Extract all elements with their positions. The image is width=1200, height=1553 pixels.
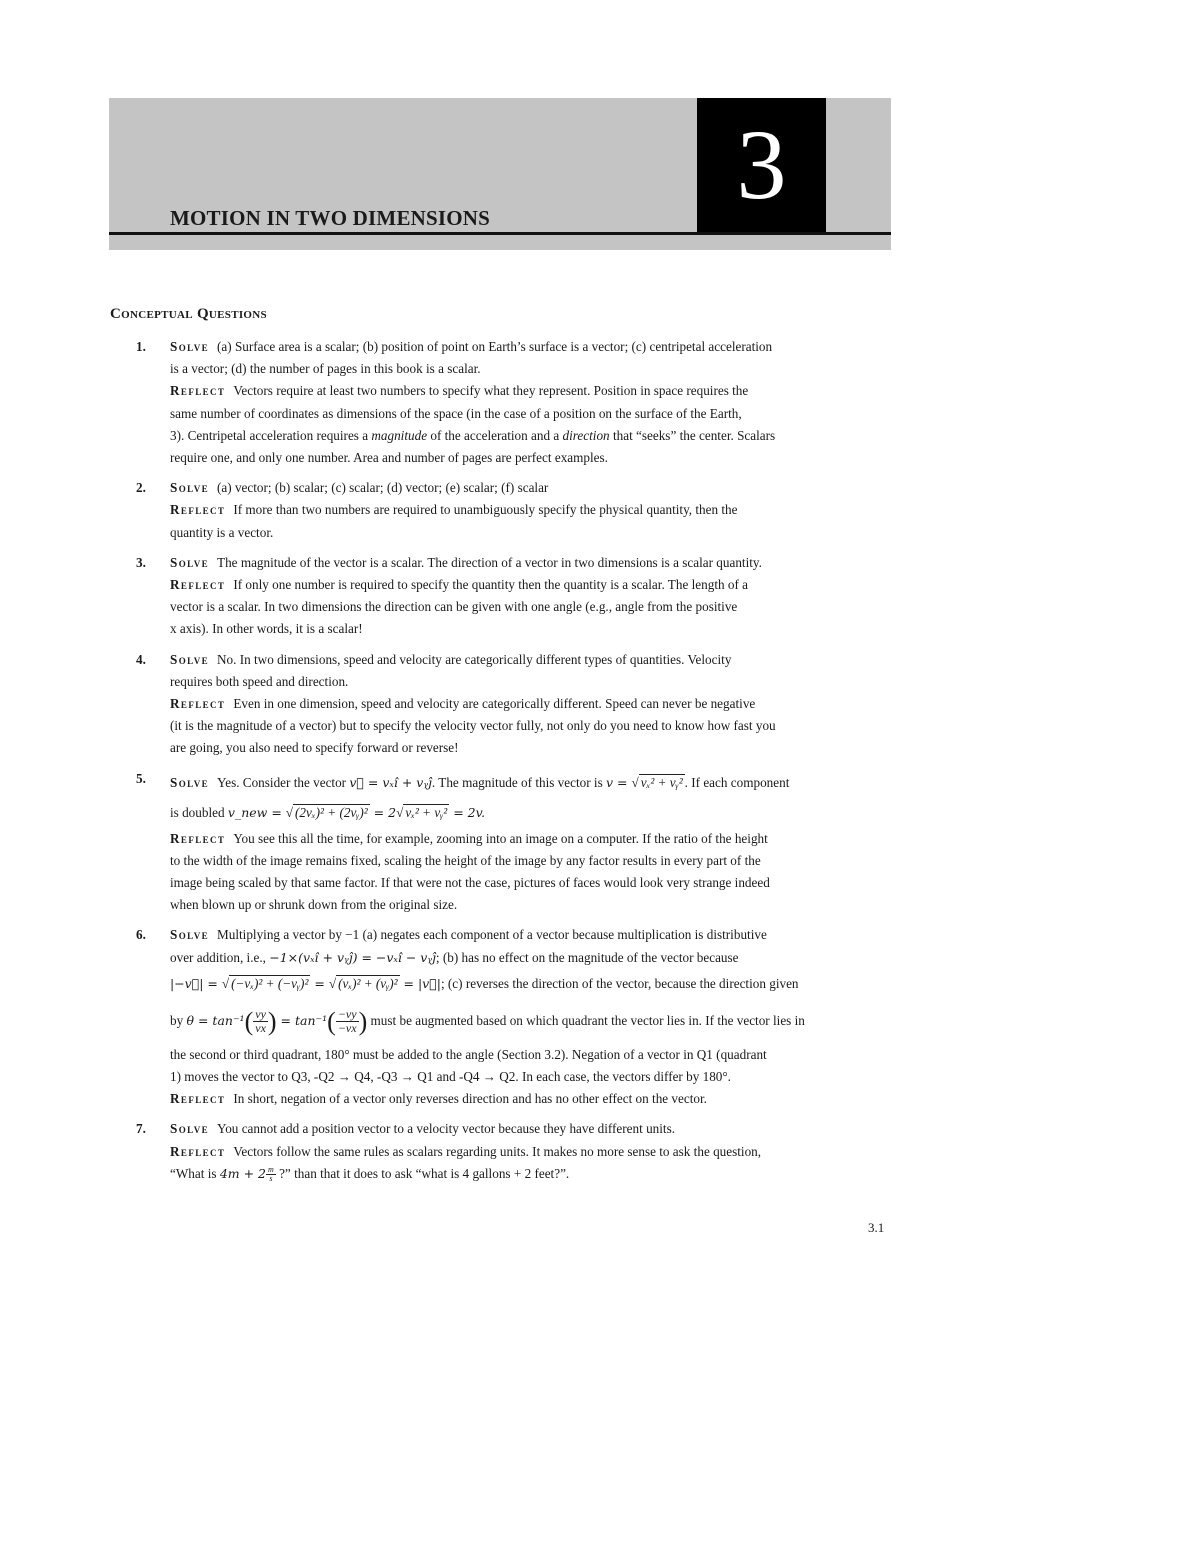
solve-label: Solve [170,1121,210,1137]
solve-line: |−v⃗| = √ (−vₓ)² + (−vᵧ)² = √ (vₓ)² + (vᵧ)² = |v⃗|; (c) reverses the direction of the vector, because the direction given [170,975,799,991]
fraction: $\frac{vy}{vx}$ [255,1007,266,1036]
reflect-line: same number of coordinates as dimensions of the space (in the case of a position on the surface of the Earth, [170,405,742,421]
solve-label: Solve [170,554,210,570]
reflect-label: Reflect [170,696,226,712]
question-2 [136,477,888,544]
question-number: 3. [136,554,146,570]
reflect-label: Reflect [170,1091,226,1107]
reflect-line: image being scaled by that same factor. If that were not the case, pictures of faces would look very strange indeed [170,875,770,891]
solve-label: Solve [170,651,210,667]
reflect-line: Reflect You see this all the time, for example, zooming into an image on a computer. If the ratio of the height [170,830,768,846]
reflect-line: require one, and only one number. Area and number of pages are perfect examples. [170,450,608,466]
solve-line: Solve You cannot add a position vector to a velocity vector because they have different units. [170,1121,676,1137]
chapter-number: 3 [697,98,826,232]
question-number: 1. [136,339,146,354]
question-number: 2. [136,480,146,496]
reflect-line: “What is 4m + 2 $\frac{m}{s}$ ?” than that it does to ask “what is 4 gallons + 2 feet?”. [170,1165,570,1184]
question-7 [136,1118,888,1185]
solve-label: Solve [170,774,210,790]
chapter-title: MOTION IN TWO DIMENSIONS [170,206,491,230]
reflect-label: Reflect [170,1143,226,1159]
fraction: $\frac{m}{s}$ [268,1165,274,1184]
page-number: 3.1 [868,1220,885,1235]
equation: v⃗ = vₓî + vᵧĵ [349,774,432,790]
solve-line: Solve The magnitude of the vector is a scalar. The direction of a vector in two dimensions is a scalar quantity. [170,554,762,570]
solve-label: Solve [170,339,210,354]
solve-line: Solve Yes. Consider the vector v⃗ = vₓî + vᵧĵ. The magnitude of this vector is v = √ vₓ² + vᵧ² . If each component [170,774,790,790]
question-list [136,336,888,1193]
solve-line: is doubled v_new = √ (2vₓ)² + (2vᵧ)² = 2√ vₓ² + vᵧ² = 2v. [170,804,486,820]
reflect-label: Reflect [170,830,226,846]
sqrt-expression: (2vₓ)² + (2vᵧ)² [295,804,368,820]
solve-label: Solve [170,927,210,943]
chapter-header-rule [109,232,891,235]
reflect-line: are going, you also need to specify forward or reverse! [170,740,459,756]
reflect-label: Reflect [170,502,226,518]
question-1 [136,336,888,469]
solve-line: Solve No. In two dimensions, speed and velocity are categorically different types of quantities. Velocity [170,651,732,667]
reflect-label: Reflect [170,383,226,399]
question-5 [136,768,888,917]
reflect-line: quantity is a vector. [170,524,274,540]
question-6 [136,924,888,1110]
reflect-line: Reflect Even in one dimension, speed and velocity are categorically different. Speed can never be negative [170,696,756,712]
solve-line: Solve Multiplying a vector by −1 (a) negates each component of a vector because multiplication is distributive [170,927,767,943]
solve-line: is a vector; (d) the number of pages in this book is a scalar. [170,361,481,377]
reflect-line: vector is a scalar. In two dimensions the direction can be given with one angle (e.g., angle from the positive [170,599,738,615]
sqrt-expression: (−vₓ)² + (−vᵧ)² [231,975,309,991]
question-number: 5. [136,770,146,786]
reflect-line: when blown up or shrunk down from the original size. [170,897,458,913]
reflect-line: Reflect Vectors follow the same rules as scalars regarding units. It makes no more sense to ask the question, [170,1143,762,1159]
question-3 [136,552,888,641]
section-heading: Conceptual Questions [110,306,267,322]
solve-line: over addition, i.e., −1×(vₓî + vᵧĵ) = −vₓî − vᵧĵ; (b) has no effect on the magnitude of the vector because [170,949,739,965]
reflect-line: Reflect In short, negation of a vector only reverses direction and has no other effect on the vector. [170,1091,707,1107]
solve-line: Solve (a) vector; (b) scalar; (c) scalar; (d) vector; (e) scalar; (f) scalar [170,480,549,496]
reflect-line: 3). Centripetal acceleration requires a magnitude of the acceleration and a direction that “seeks” the center. Scalars [170,427,776,443]
reflect-line: Reflect Vectors require at least two numbers to specify what they represent. Position in space requires the [170,383,749,399]
question-4 [136,649,888,760]
equation: −1×(vₓî + vᵧĵ) = −vₓî − vᵧĵ [269,949,436,965]
reflect-line: Reflect If more than two numbers are required to unambiguously specify the physical quantity, then the [170,502,738,518]
solve-line: 1) moves the vector to Q3, -Q2 → Q4, -Q3 → Q1 and -Q4 → Q2. In each case, the vectors differ by 180°. [170,1069,731,1085]
solve-line: Solve (a) Surface area is a scalar; (b) position of point on Earth’s surface is a vector; (c) centripetal acceleration [170,339,773,354]
solve-line: the second or third quadrant, 180° must be added to the angle (Section 3.2). Negation of a vector in Q1 (quadrant [170,1046,767,1062]
sqrt-expression: (vₓ)² + (vᵧ)² [338,975,398,991]
reflect-line: Reflect If only one number is required to specify the quantity then the quantity is a scalar. The length of a [170,577,749,593]
solve-label: Solve [170,480,210,496]
sqrt-expression: vₓ² + vᵧ² [405,804,448,820]
sqrt-expression: vₓ² + vᵧ² [640,774,683,790]
solve-line: by θ = tan⁻¹( $\frac{vy}{vx}$ ) = tan⁻¹( $\frac{-vy}{-vx}$ ) must be augmented based on which quadrant the vector lies in. If the vector lies in [170,1006,805,1036]
solve-line: requires both speed and direction. [170,673,349,689]
question-number: 7. [136,1121,146,1137]
fraction: $\frac{-vy}{-vx}$ [337,1007,357,1036]
question-number: 4. [136,651,146,667]
reflect-label: Reflect [170,577,226,593]
reflect-line: x axis). In other words, it is a scalar! [170,621,363,637]
reflect-line: to the width of the image remains fixed, scaling the height of the image by any factor results in every part of the [170,852,761,868]
question-number: 6. [136,927,146,943]
reflect-line: (it is the magnitude of a vector) but to specify the velocity vector fully, not only do you need to know how fast you [170,718,776,734]
